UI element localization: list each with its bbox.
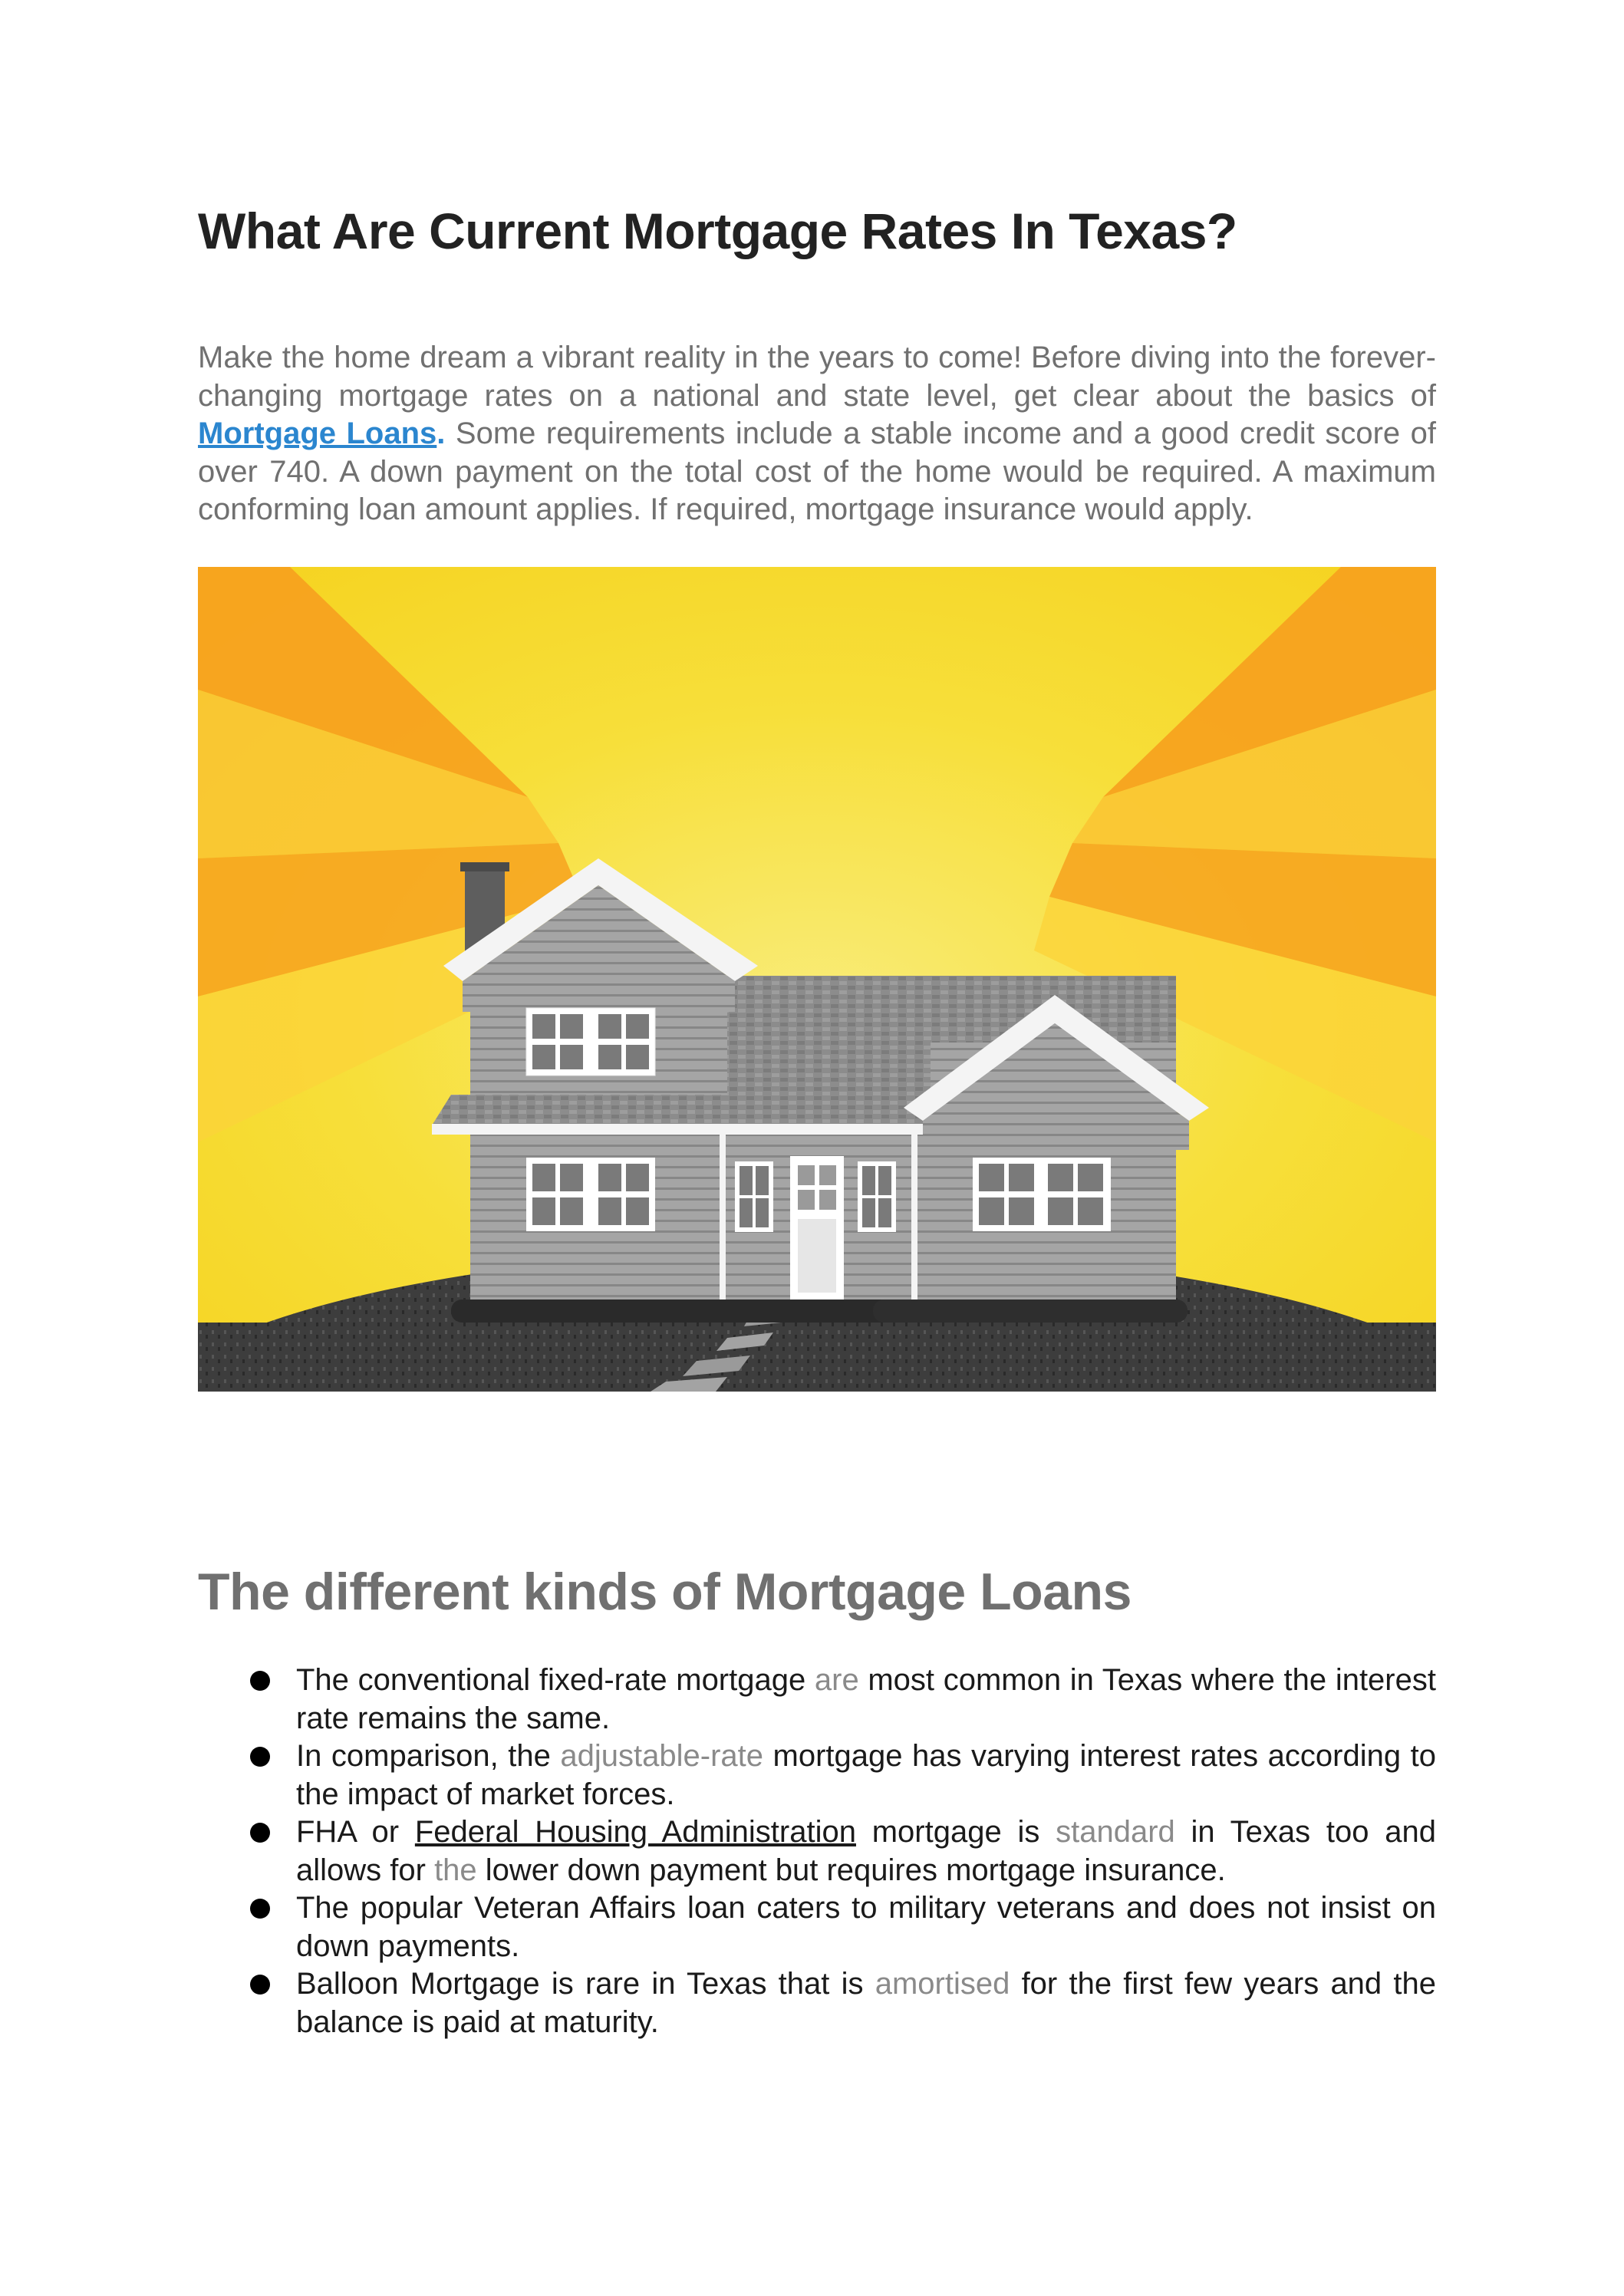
house-illustration-icon <box>198 567 1436 1392</box>
bullet-dot-icon <box>250 1975 270 1995</box>
list-item: Balloon Mortgage is rare in Texas that is amortised for the first few years and the balance is paid at maturity. <box>198 1965 1436 2041</box>
mortgage-loans-link[interactable]: Mortgage Loans <box>198 417 437 450</box>
list-item: FHA or Federal Housing Administration mortgage is standard in Texas too and allows for the lower down payment but requires mortgage insurance. <box>198 1813 1436 1889</box>
intro-link-period: . <box>436 417 446 450</box>
intro-text-start: Make the home dream a vibrant reality in the years to come! Before diving into the forever-changing mortgage rates on a national and state level, get clear about the basics of <box>198 341 1436 413</box>
mortgage-types-list <box>198 1662 1436 2041</box>
intro-text-end: Some requirements include a stable income and a good credit score of over 740. A down payment on the total cost of the home would be required. A maximum conforming loan amount applies. If required, mortgage insurance would apply. <box>198 417 1436 526</box>
fha-link[interactable]: Federal Housing Administration <box>414 1815 856 1849</box>
bullet-dot-icon <box>250 1899 270 1919</box>
page-title: What Are Current Mortgage Rates In Texas? <box>198 203 1237 259</box>
hero-image-house <box>198 567 1436 1392</box>
intro-paragraph <box>198 339 1436 529</box>
list-item: In comparison, the adjustable-rate mortgage has varying interest rates according to the impact of market forces. <box>198 1738 1436 1813</box>
section-heading: The different kinds of Mortgage Loans <box>198 1563 1132 1621</box>
bullet-dot-icon <box>250 1671 270 1691</box>
list-item: The conventional fixed-rate mortgage are most common in Texas where the interest rate remains the same. <box>198 1662 1436 1738</box>
bullet-dot-icon <box>250 1747 270 1767</box>
bullet-dot-icon <box>250 1823 270 1843</box>
list-item: The popular Veteran Affairs loan caters to military veterans and does not insist on down payments. <box>198 1889 1436 1965</box>
